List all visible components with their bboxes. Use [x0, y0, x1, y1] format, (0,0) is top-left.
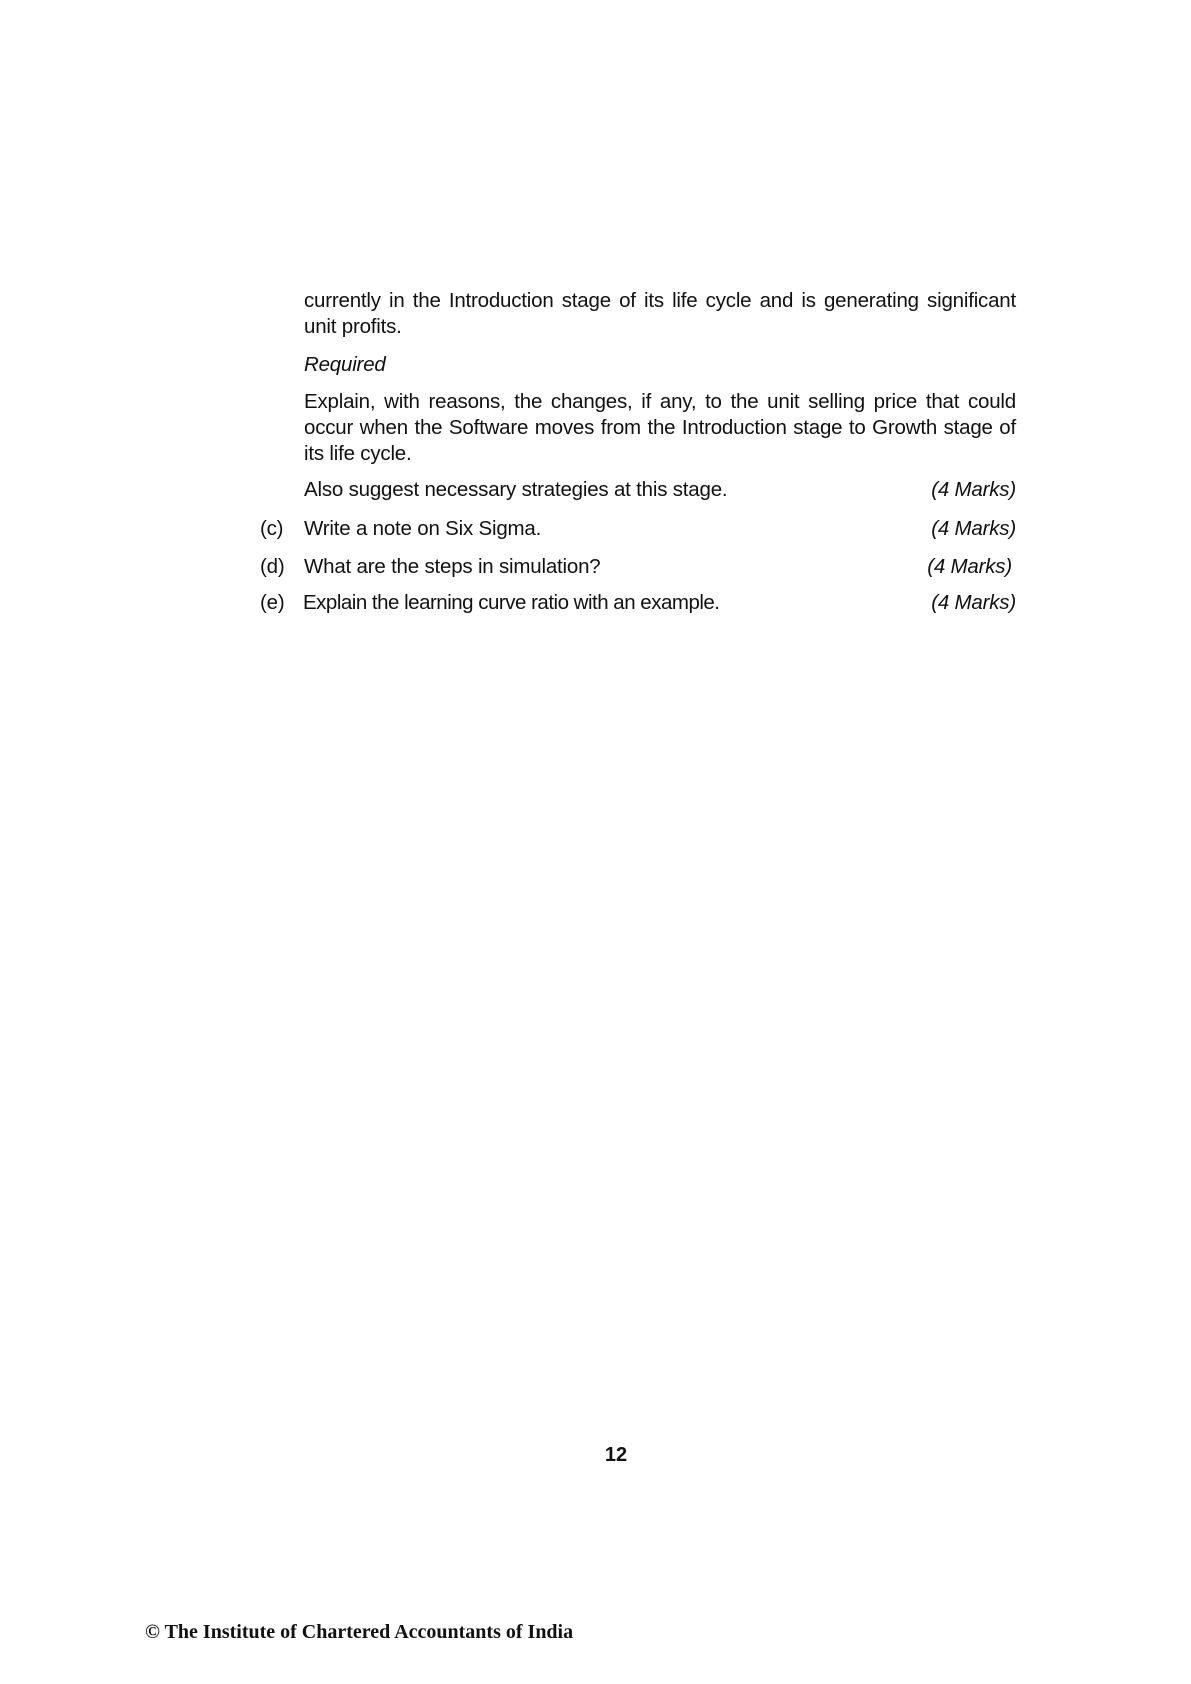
required-label: Required [304, 353, 386, 376]
question-e-marks: (4 Marks) [931, 591, 1016, 614]
question-c-text: Write a note on Six Sigma. [304, 517, 542, 540]
question-b-marks: (4 Marks) [931, 478, 1016, 501]
question-b-suggest-row [260, 477, 1016, 503]
question-b-suggest: Also suggest necessary strategies at this stage. [304, 478, 728, 501]
question-b-continuation: currently in the Introduction stage of its life cycle and is generating significant unit profits. [304, 289, 1016, 338]
question-c-row [260, 516, 1016, 542]
question-e-text: Explain the learning curve ratio with an example. [303, 591, 720, 614]
question-c-marks: (4 Marks) [931, 517, 1016, 540]
question-d-label: (d) [260, 555, 285, 578]
question-e-row [260, 590, 1016, 616]
question-b-explain: Explain, with reasons, the changes, if any, to the unit selling price that could occur when the Software moves from the Introduction stage to Growth stage of its life cycle. [304, 390, 1016, 465]
footer-copyright: © The Institute of Chartered Accountants of India [145, 1621, 574, 1643]
question-e-label: (e) [260, 591, 285, 614]
page-number: 12 [604, 1444, 628, 1466]
question-c-label: (c) [260, 517, 284, 540]
question-d-text: What are the steps in simulation? [304, 555, 601, 578]
question-d-row [260, 554, 1016, 580]
question-d-marks: (4 Marks) [927, 555, 1012, 578]
